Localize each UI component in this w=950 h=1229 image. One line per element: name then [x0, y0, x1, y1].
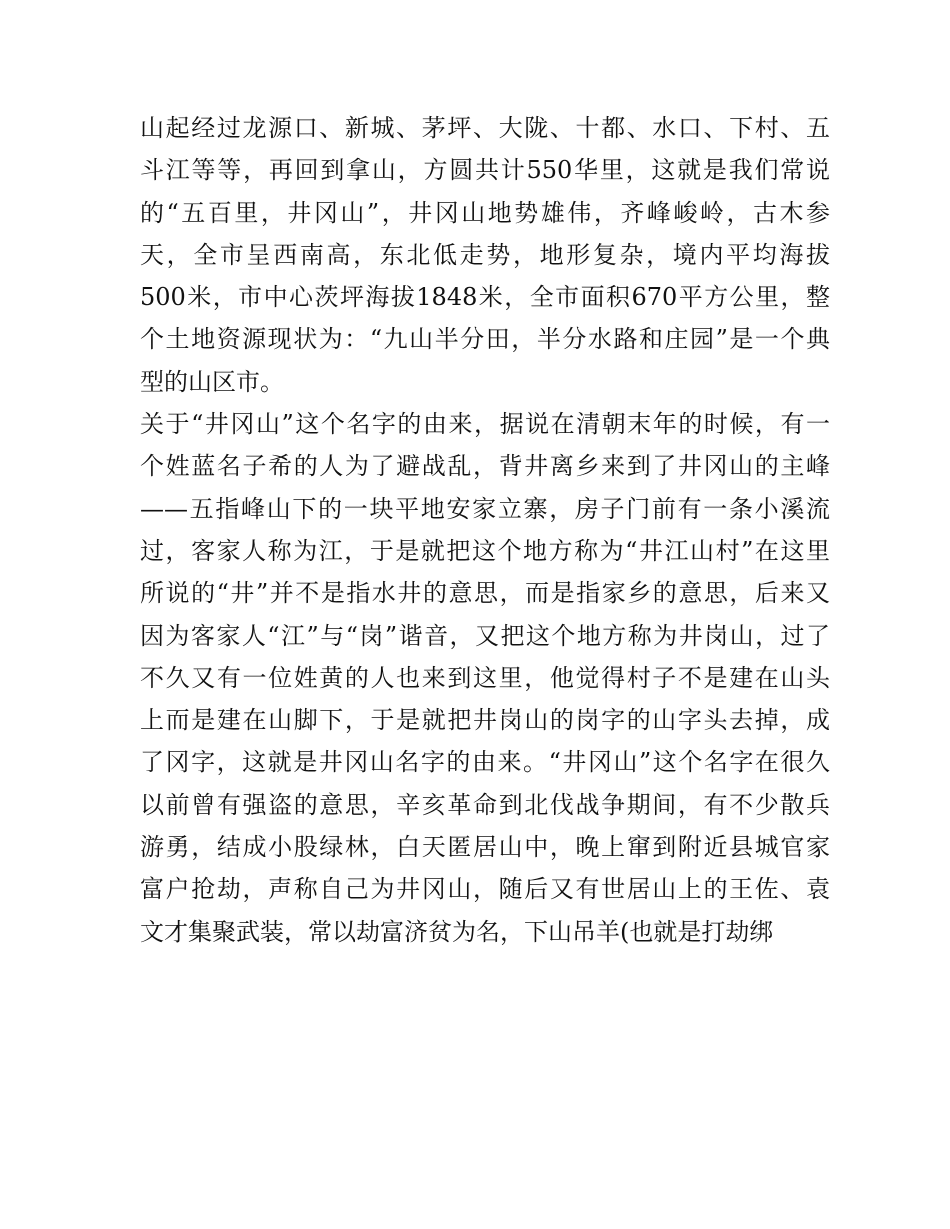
document-body: [140, 107, 830, 953]
text-line: 了冈字，这就是井冈山名字的由来。“井冈山”这个名字在很久: [140, 748, 830, 777]
text-line: 山起经过龙源口、新城、茅坪、大陇、十都、水口、下村、五: [140, 114, 830, 142]
paragraph-1: [140, 107, 830, 403]
text-line: 因为客家人“江”与“岗”谐音，又把这个地方称为井岗山，过了: [140, 621, 830, 650]
text-line: 游勇，结成小股绿林，白天匿居山中，晚上窜到附近县城官家: [140, 833, 830, 862]
text-line: 不久又有一位姓黄的人也来到这里，他觉得村子不是建在山头: [140, 663, 830, 692]
text-line: 天，全市呈西南高，东北低走势，地形复杂，境内平均海拔: [140, 240, 830, 269]
text-line: 的“五百里，井冈山”，井冈山地势雄伟，齐峰峻岭，古木参: [140, 198, 830, 227]
text-line: 富户抢劫，声称自己为井冈山，随后又有世居山上的王佐、袁: [140, 875, 830, 904]
text-line: 过，客家人称为江，于是就把这个地方称为“井江山村”在这里: [140, 536, 830, 565]
text-line: ——五指峰山下的一块平地安家立寨，房子门前有一条小溪流: [140, 494, 830, 523]
text-line: 文才集聚武装，常以劫富济贫为名，下山吊羊(也就是打劫绑: [140, 917, 774, 946]
text-line: 上而是建在山脚下，于是就把井岗山的岗字的山字头去掉，成: [140, 706, 830, 735]
text-line: 500米，市中心茨坪海拔1848米，全市面积670平方公里，整: [140, 283, 830, 312]
text-line: 关于“井冈山”这个名字的由来，据说在清朝末年的时候，有一: [140, 410, 830, 439]
text-line: 个土地资源现状为：“九山半分田，半分水路和庄园”是一个典: [140, 325, 830, 354]
text-line: 个姓蓝名子希的人为了避战乱，背井离乡来到了井冈山的主峰: [140, 452, 830, 481]
text-line: 型的山区市。: [140, 367, 284, 396]
text-line: 所说的“井”并不是指水井的意思，而是指家乡的意思，后来又: [140, 579, 830, 608]
paragraph-2: [140, 403, 830, 953]
text-line: 以前曾有强盗的意思，辛亥革命到北伐战争期间，有不少散兵: [140, 790, 830, 819]
text-line: 斗江等等，再回到拿山，方圆共计550华里，这就是我们常说: [140, 156, 830, 185]
